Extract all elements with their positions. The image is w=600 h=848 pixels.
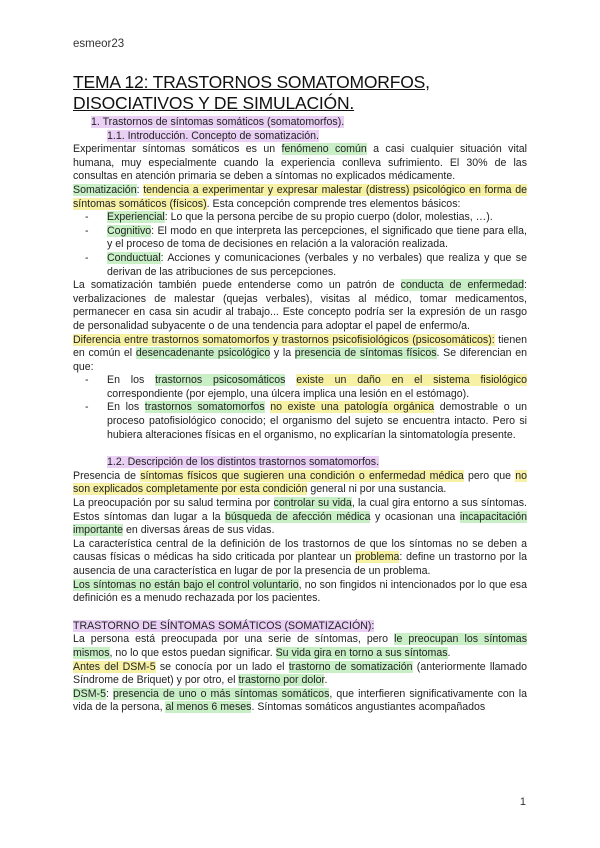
- somatizacion-paragraph: Somatización: tendencia a experimentar y expresar malestar (distress) psicológico en forma de síntomas somáticos (físicos). Esta concepción comprende tres elementos básicos:: [73, 183, 528, 210]
- list-item: - Conductual: Acciones y comunicaciones (verbales y no verbales) que realiza y que se derivan de las atribuciones de sus percepciones.: [73, 252, 527, 279]
- tss-paragraph-1: La persona está preocupada por una serie de síntomas, pero le preocupan los síntomas mismos, no lo que estos puedan significar. Su vida gira en torno a sus síntomas.: [73, 633, 528, 659]
- page-number: 1: [519, 796, 526, 808]
- difference-list: [73, 374, 527, 442]
- intro-paragraph: Experimentar síntomas somáticos es un fenómeno común a casi cualquier situación vital humana, muy especialmente cuando la experiencia conlleva sufrimiento. El 30% de las consultas en atención primaria se deben a síntomas no explicados médicamente.: [73, 143, 528, 183]
- spacer: [73, 606, 527, 620]
- header-username: esmeor23: [73, 38, 125, 50]
- tss-heading: TRASTORNO DE SÍNTOMAS SOMÁTICOS (SOMATIZACIÓN):: [73, 619, 375, 632]
- tss-paragraph-2: Antes del DSM-5 se conocía por un lado el trastorno de somatización (anteriormente llamado Síndrome de Briquet) y por otro, el trastorno por dolor.: [73, 660, 527, 687]
- section-1-1-heading: 1.1. Introducción. Concepto de somatización.: [107, 129, 319, 142]
- tss-paragraph-3: DSM-5: presencia de uno o más síntomas somáticos, que interfieren significativamente con la vida de la persona, al menos 6 meses. Síntomas somáticos angustiantes acompañados: [73, 687, 527, 714]
- description-paragraph-1: Presencia de síntomas físicos que sugieren una condición o enfermedad médica pero que no son explicados completamente por esta condición general ni por una sustancia.: [73, 469, 527, 496]
- description-paragraph-2: La preocupación por su salud termina por controlar su vida, la cual gira entorno a sus síntomas. Estos síntomas dan lugar a la búsqueda de afección médica y ocasionan una incapacitación importante en diversas áreas de sus vidas.: [73, 497, 527, 537]
- description-paragraph-3: La característica central de la definición de los trastornos de que los síntomas no se deben a causas físicas o médicas ha sido criticada por plantear un problema: define un trastorno por la ausencia de una característica en lugar de por la presencia de un problema.: [73, 537, 528, 577]
- page-title: TEMA 12: TRASTORNOS SOMATOMORFOS, DISOCIATIVOS Y DE SIMULACIÓN.: [73, 72, 430, 113]
- spacer: [73, 442, 527, 456]
- description-paragraph-4: Los síntomas no están bajo el control voluntario, no son fingidos ni intencionados por lo que esa definición es a menudo rechazada por los pacientes.: [73, 578, 527, 605]
- list-item: - Experiencial: Lo que la persona percibe de su propio cuerpo (dolor, molestias, …).: [73, 211, 527, 225]
- list-item: - Cognitivo: El modo en que interpreta las percepciones, el significado que tiene para ella, y el proceso de toma de decisiones en relación a la valoración realizada.: [73, 225, 527, 252]
- pattern-paragraph: La somatización también puede entenderse como un patrón de conducta de enfermedad: verbalizaciones de malestar (quejas verbales), visitas al médico, tomar medicamentos, permanecer en casa sin acudir al trabajo... Este concepto podría ser la expresión de un rasgo de personalidad subyacente o de una tendencia para adoptar el papel de enfermo/a.: [73, 279, 527, 332]
- section-1-2-heading: 1.2. Descripción de los distintos trastornos somatomorfos.: [107, 456, 380, 469]
- list-item: - En los trastornos somatomorfos no existe una patología orgánica demostrable o un proceso patofisiológico conocido; el organismo del sujeto se encuentra intacto. Pero si hubiera alteraciones físicas en el organismo, no explicarían la sintomatología presente.: [73, 401, 527, 442]
- elements-list: [73, 211, 527, 279]
- list-item: - En los trastornos psicosomáticos existe un daño en el sistema fisiológico correspondiente (por ejemplo, una úlcera implica una lesión en el estómago).: [73, 374, 527, 401]
- difference-paragraph: Diferencia entre trastornos somatomorfos y trastornos psicofisiológicos (psicosomáticos): tienen en común el desencadenante psicológico y la presencia de síntomas físicos. Se diferencian en que:: [73, 333, 528, 373]
- document-body: [73, 116, 527, 715]
- section-1-heading: 1. Trastornos de síntomas somáticos (somatomorfos).: [91, 116, 345, 128]
